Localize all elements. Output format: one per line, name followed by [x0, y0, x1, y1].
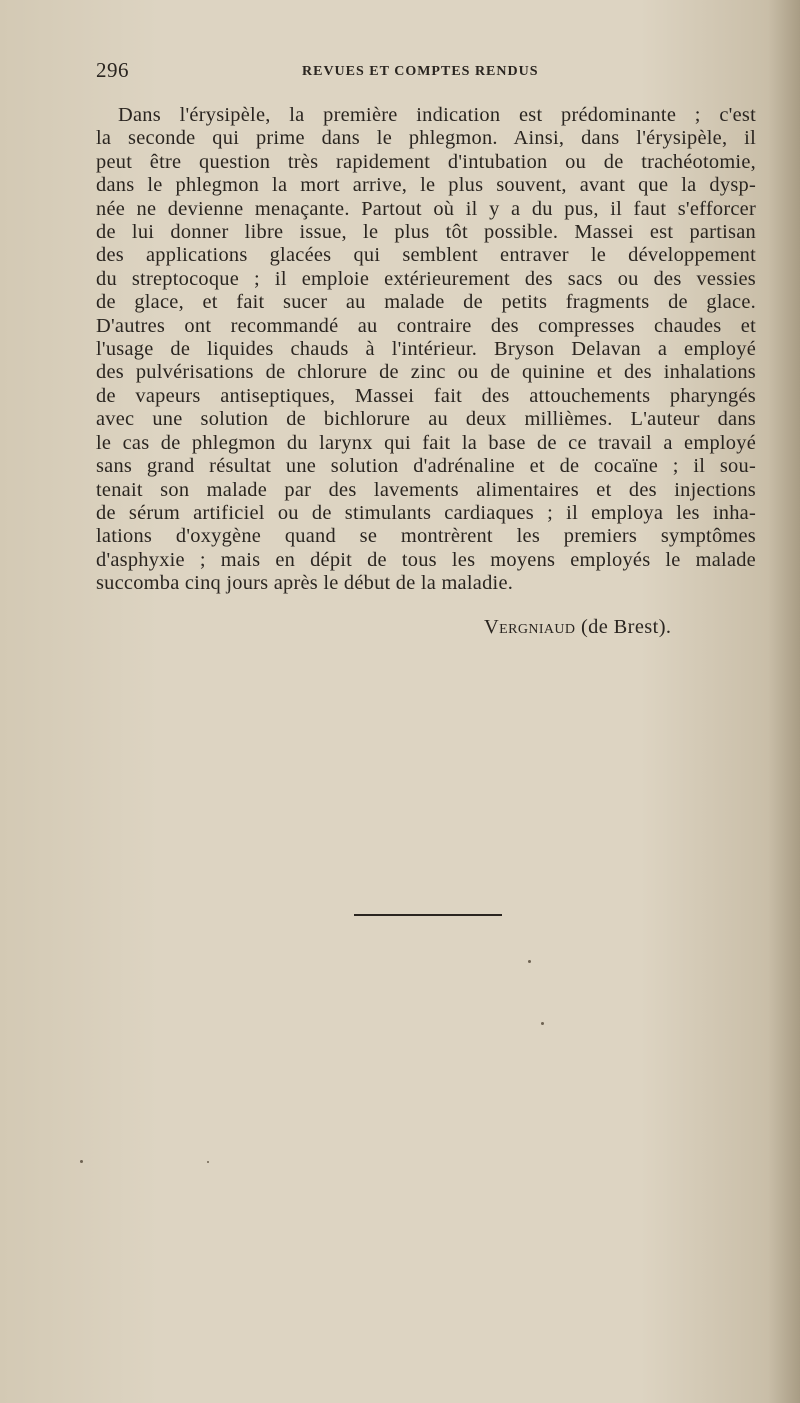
body-paragraph [96, 104, 756, 596]
paper-speck [541, 1022, 544, 1025]
paper-speck [80, 1160, 83, 1163]
text-line: du streptocoque ; il emploie extérieurement des sacs ou des vessies [96, 267, 756, 290]
text-line: le cas de phlegmon du larynx qui fait la base de ce travail a employé [96, 431, 756, 454]
text-line: de sérum artificiel ou de stimulants cardiaques ; il employa les inha- [96, 501, 756, 524]
text-line: des applications glacées qui semblent entraver le développement [96, 244, 756, 267]
text-line: l'usage de liquides chauds à l'intérieur. Bryson Delavan a employé [96, 338, 756, 361]
text-line: peut être question très rapidement d'intubation ou de trachéotomie, [96, 150, 756, 173]
text-line: D'autres ont recommandé au contraire des compresses chaudes et [96, 314, 756, 337]
section-divider [354, 914, 502, 916]
text-line: de lui donner libre issue, le plus tôt possible. Massei est partisan [96, 221, 756, 244]
author-affiliation: (de Brest). [580, 616, 672, 638]
text-line: sans grand résultat une solution d'adrénaline et de cocaïne ; il sou- [96, 455, 756, 478]
page-number: 296 [96, 58, 129, 82]
text-line: des pulvérisations de chlorure de zinc ou de quinine et des inhalations [96, 361, 756, 384]
text-line: Dans l'érysipèle, la première indication est prédominante ; c'est [118, 104, 756, 126]
text-line: tenait son malade par des lavements alimentaires et des injections [96, 478, 756, 501]
text-line: de glace, et fait sucer au malade de petits fragments de glace. [96, 291, 756, 314]
text-line: la seconde qui prime dans le phlegmon. Ainsi, dans l'érysipèle, il [96, 127, 756, 150]
text-line: dans le phlegmon la mort arrive, le plus souvent, avant que la dysp- [96, 174, 756, 197]
page-header [96, 58, 756, 88]
text-line: avec une solution de bichlorure au deux millièmes. L'auteur dans [96, 408, 756, 431]
text-line: succomba cinq jours après le début de la maladie. [96, 572, 514, 595]
running-head: REVUES ET COMPTES RENDUS [302, 64, 539, 79]
text-line: de vapeurs antiseptiques, Massei fait des attouchements pharyngés [96, 384, 756, 407]
text-line: lations d'oxygène quand se montrèrent les premiers symptômes [96, 525, 756, 548]
paper-speck [528, 960, 531, 963]
text-line: née ne devienne menaçante. Partout où il y a du pus, il faut s'efforcer [96, 197, 756, 220]
paper-speck [207, 1161, 209, 1163]
text-line: d'asphyxie ; mais en dépit de tous les moyens employés le malade [96, 548, 756, 571]
author-signature [484, 616, 671, 639]
author-name: Vergniaud [484, 616, 576, 638]
